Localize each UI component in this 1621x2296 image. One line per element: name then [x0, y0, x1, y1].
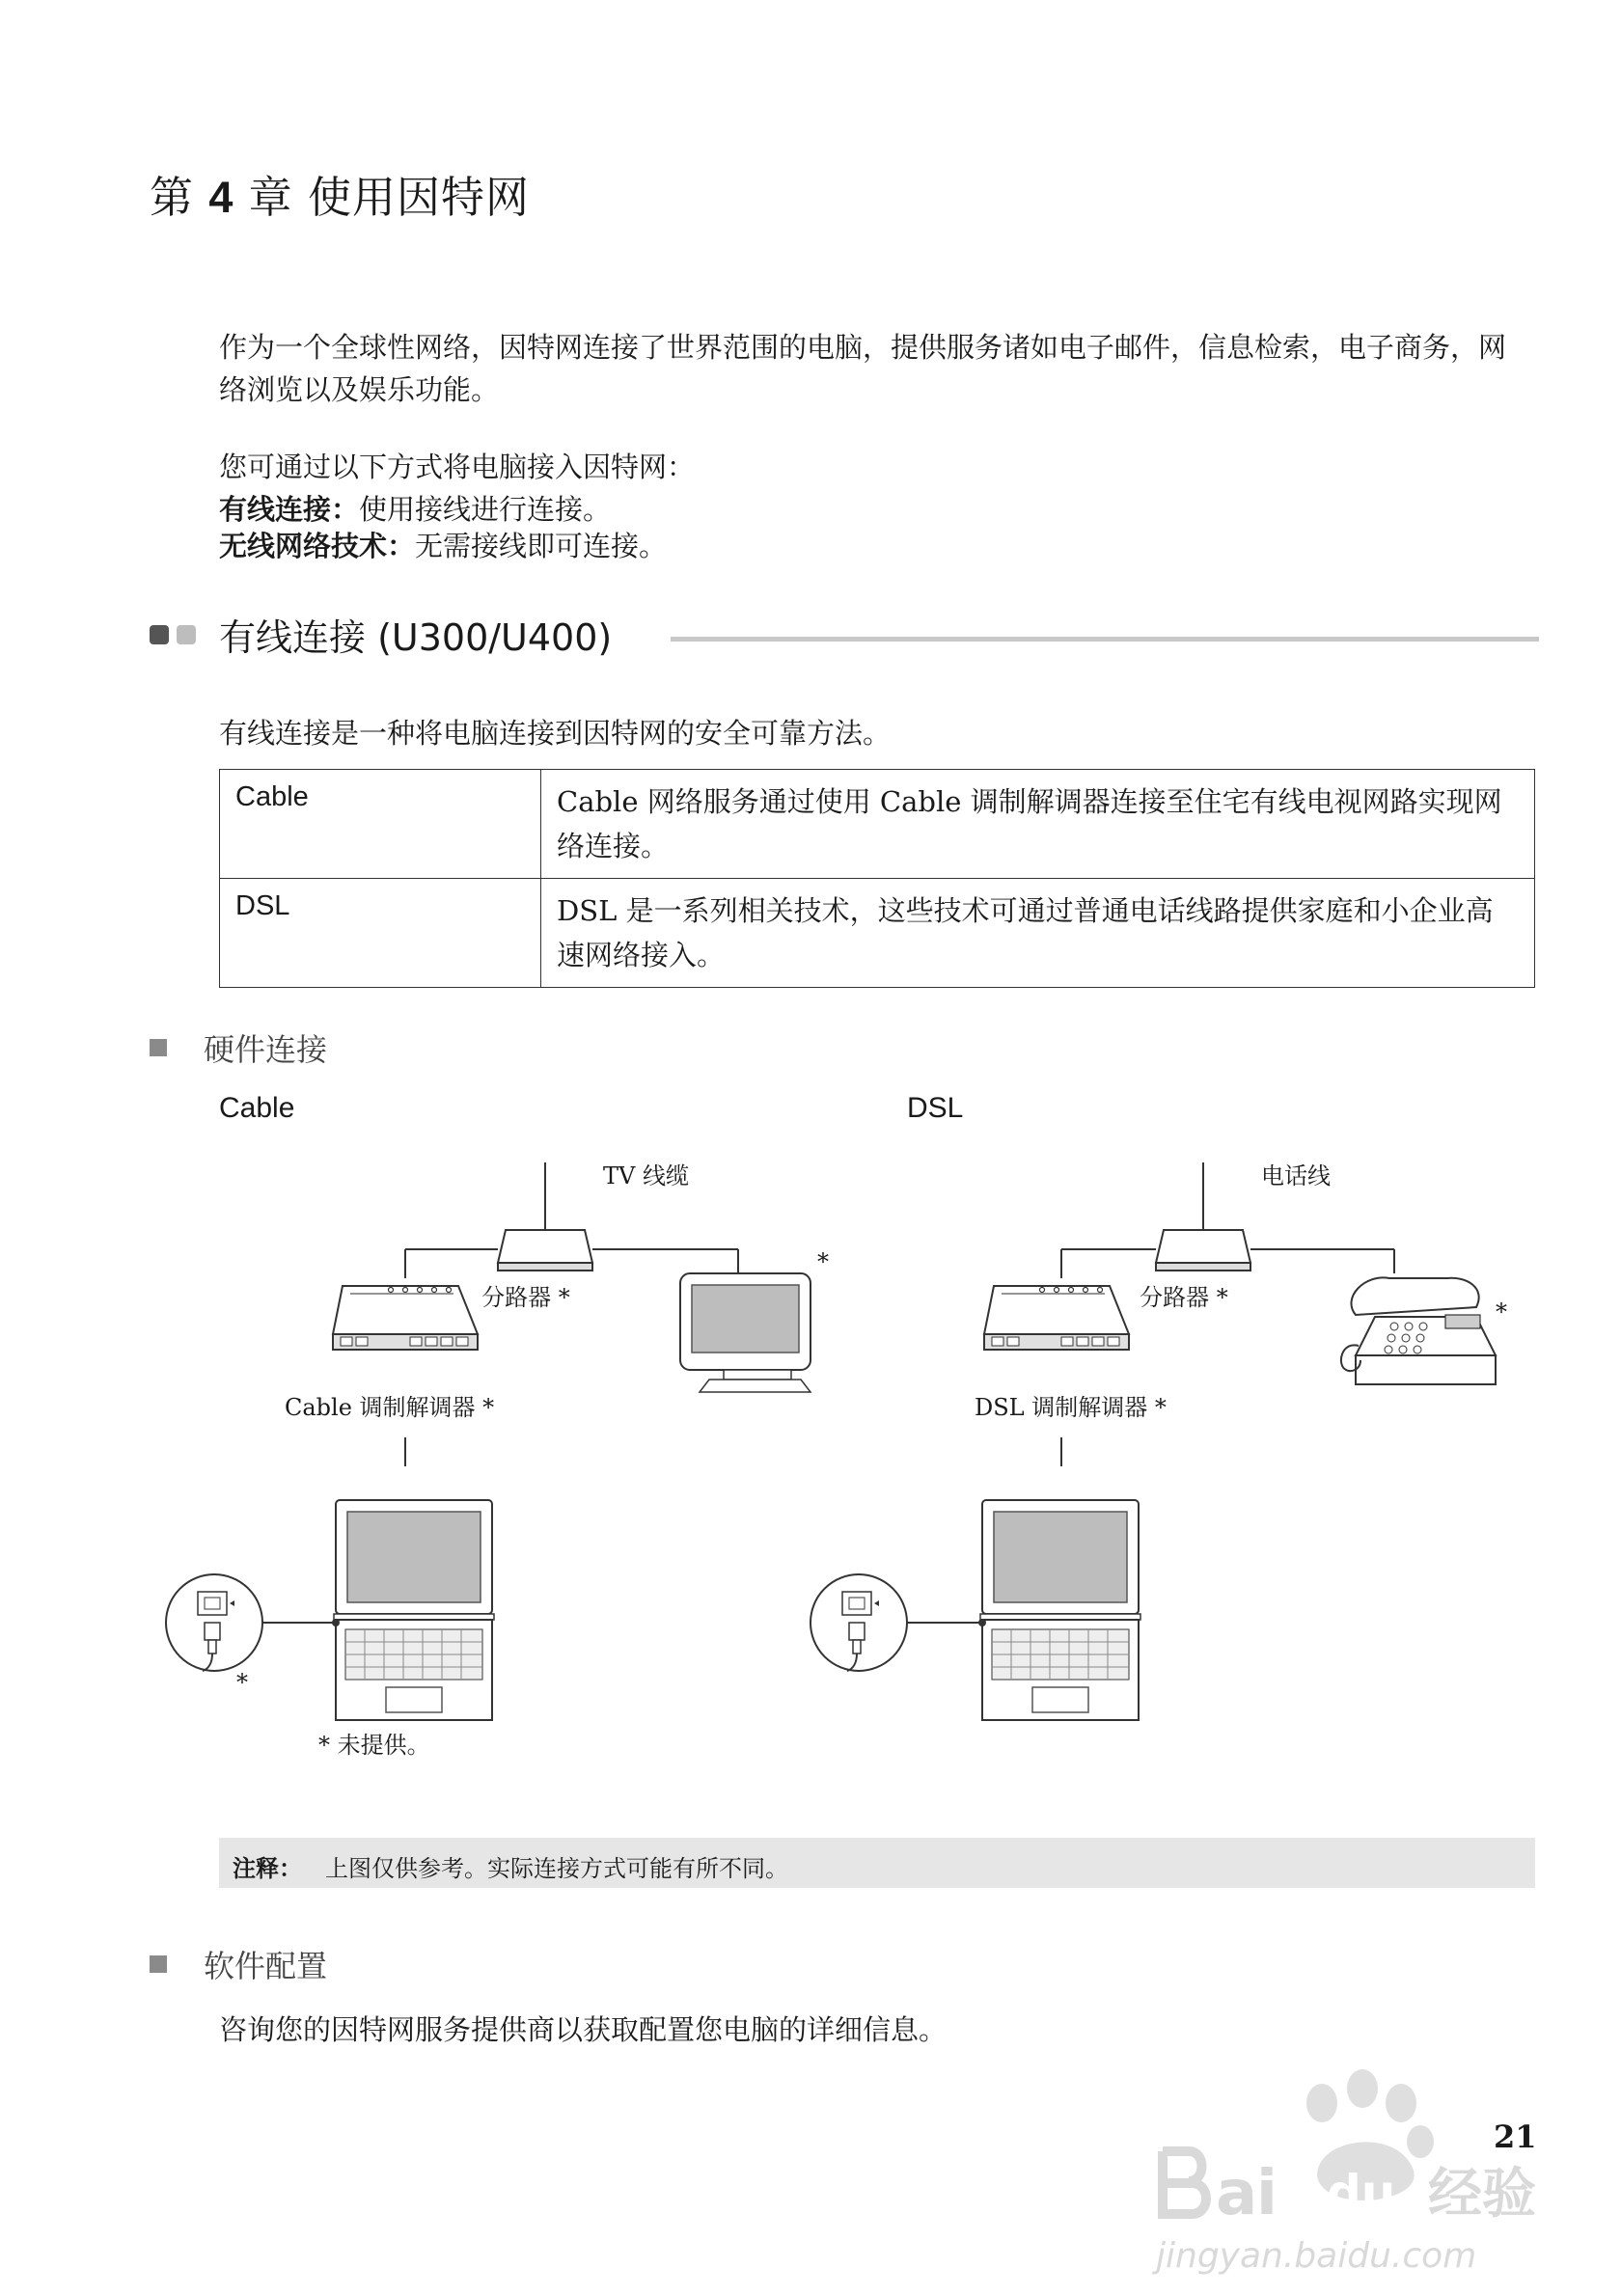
dsl-modem-icon	[984, 1286, 1129, 1350]
software-heading	[150, 1942, 327, 1986]
wired-text: 使用接线进行连接。	[359, 493, 612, 526]
hardware-heading	[150, 1025, 327, 1070]
dsl-diagram	[810, 1162, 1507, 1720]
cable-splitter-label: 分路器 *	[481, 1284, 570, 1311]
monitor-icon	[680, 1273, 810, 1392]
ways-wireless	[219, 525, 1531, 567]
dsl-ethernet-plug-icon	[810, 1574, 907, 1671]
svg-text:a: a	[1216, 2158, 1258, 2229]
wireless-text: 无需接线即可连接。	[415, 530, 668, 562]
phone-line-label: 电话线	[1261, 1162, 1331, 1189]
note-text: 上图仅供参考。实际连接方式可能有所不同。	[325, 1855, 788, 1882]
section-marker-dark	[150, 625, 169, 644]
tv-cable-label: TV 线缆	[603, 1162, 689, 1189]
intro-paragraph: 作为一个全球性网络，因特网连接了世界范围的电脑，提供服务诸如电子邮件，信息检索，电子商务，网络浏览以及娱乐功能。	[219, 331, 1507, 406]
cable-laptop-icon	[334, 1500, 494, 1720]
wired-description: 有线连接是一种将电脑连接到因特网的安全可靠方法。	[219, 717, 892, 750]
cable-modem-icon	[333, 1286, 478, 1350]
watermark-url: jingyan.baidu.com	[1156, 2236, 1477, 2276]
table-row	[220, 879, 1535, 988]
wireless-label: 无线网络技术：	[219, 530, 416, 562]
svg-text:i: i	[1256, 2158, 1278, 2229]
cable-ethernet-plug-icon	[166, 1574, 262, 1671]
cable-modem-label: Cable 调制解调器 *	[285, 1394, 495, 1421]
section-rule	[671, 637, 1539, 642]
dsl-splitter-label: 分路器 *	[1140, 1284, 1228, 1311]
telephone-icon	[1341, 1277, 1496, 1384]
software-description: 咨询您的因特网服务提供商以获取配置您电脑的详细信息。	[219, 2013, 948, 2046]
page-number: 21	[1494, 2118, 1537, 2155]
telephone-asterisk: *	[1496, 1298, 1507, 1326]
plug-asterisk: *	[236, 1669, 248, 1696]
chapter-number: 4	[208, 173, 234, 222]
hardware-title: 硬件连接	[204, 1031, 328, 1068]
cable-diagram-label: Cable	[219, 1092, 295, 1124]
cable-splitter-icon	[498, 1230, 592, 1271]
monitor-asterisk: *	[817, 1248, 829, 1275]
table-key: Cable	[220, 770, 541, 879]
dsl-diagram-label: DSL	[907, 1092, 964, 1124]
table-row	[220, 770, 1535, 879]
chapter-name: 章 使用因特网	[248, 172, 530, 223]
wired-label: 有线连接：	[219, 493, 360, 526]
square-bullet-icon	[150, 1955, 167, 1973]
not-provided-note: * 未提供。	[318, 1732, 430, 1759]
square-bullet-icon	[150, 1039, 167, 1056]
section-heading	[150, 608, 1539, 666]
table-value: DSL 是一系列相关技术，这些技术可通过普通电话线路提供家庭和小企业高速网络接入。	[541, 879, 1535, 988]
software-title: 软件配置	[204, 1948, 328, 1984]
dsl-splitter-icon	[1156, 1230, 1250, 1271]
connection-table	[219, 769, 1535, 988]
chapter-title	[150, 162, 530, 225]
ways-intro: 您可通过以下方式将电脑接入因特网：	[219, 451, 696, 483]
connection-diagram	[145, 1153, 1544, 1780]
dsl-laptop-icon	[980, 1500, 1140, 1720]
chapter-prefix: 第	[150, 172, 195, 223]
section-title: 有线连接 (U300/U400)	[219, 616, 613, 659]
section-marker-light	[177, 625, 196, 644]
svg-text:经验: 经验	[1428, 2163, 1536, 2226]
svg-text:du: du	[1327, 2165, 1396, 2221]
note-label: 注释：	[233, 1855, 302, 1882]
table-value: Cable 网络服务通过使用 Cable 调制解调器连接至住宅有线电视网路实现网络连接。	[541, 770, 1535, 879]
cable-diagram	[166, 1162, 829, 1759]
table-key: DSL	[220, 879, 541, 988]
dsl-modem-label: DSL 调制解调器 *	[975, 1394, 1167, 1421]
note-bar	[219, 1838, 1535, 1888]
